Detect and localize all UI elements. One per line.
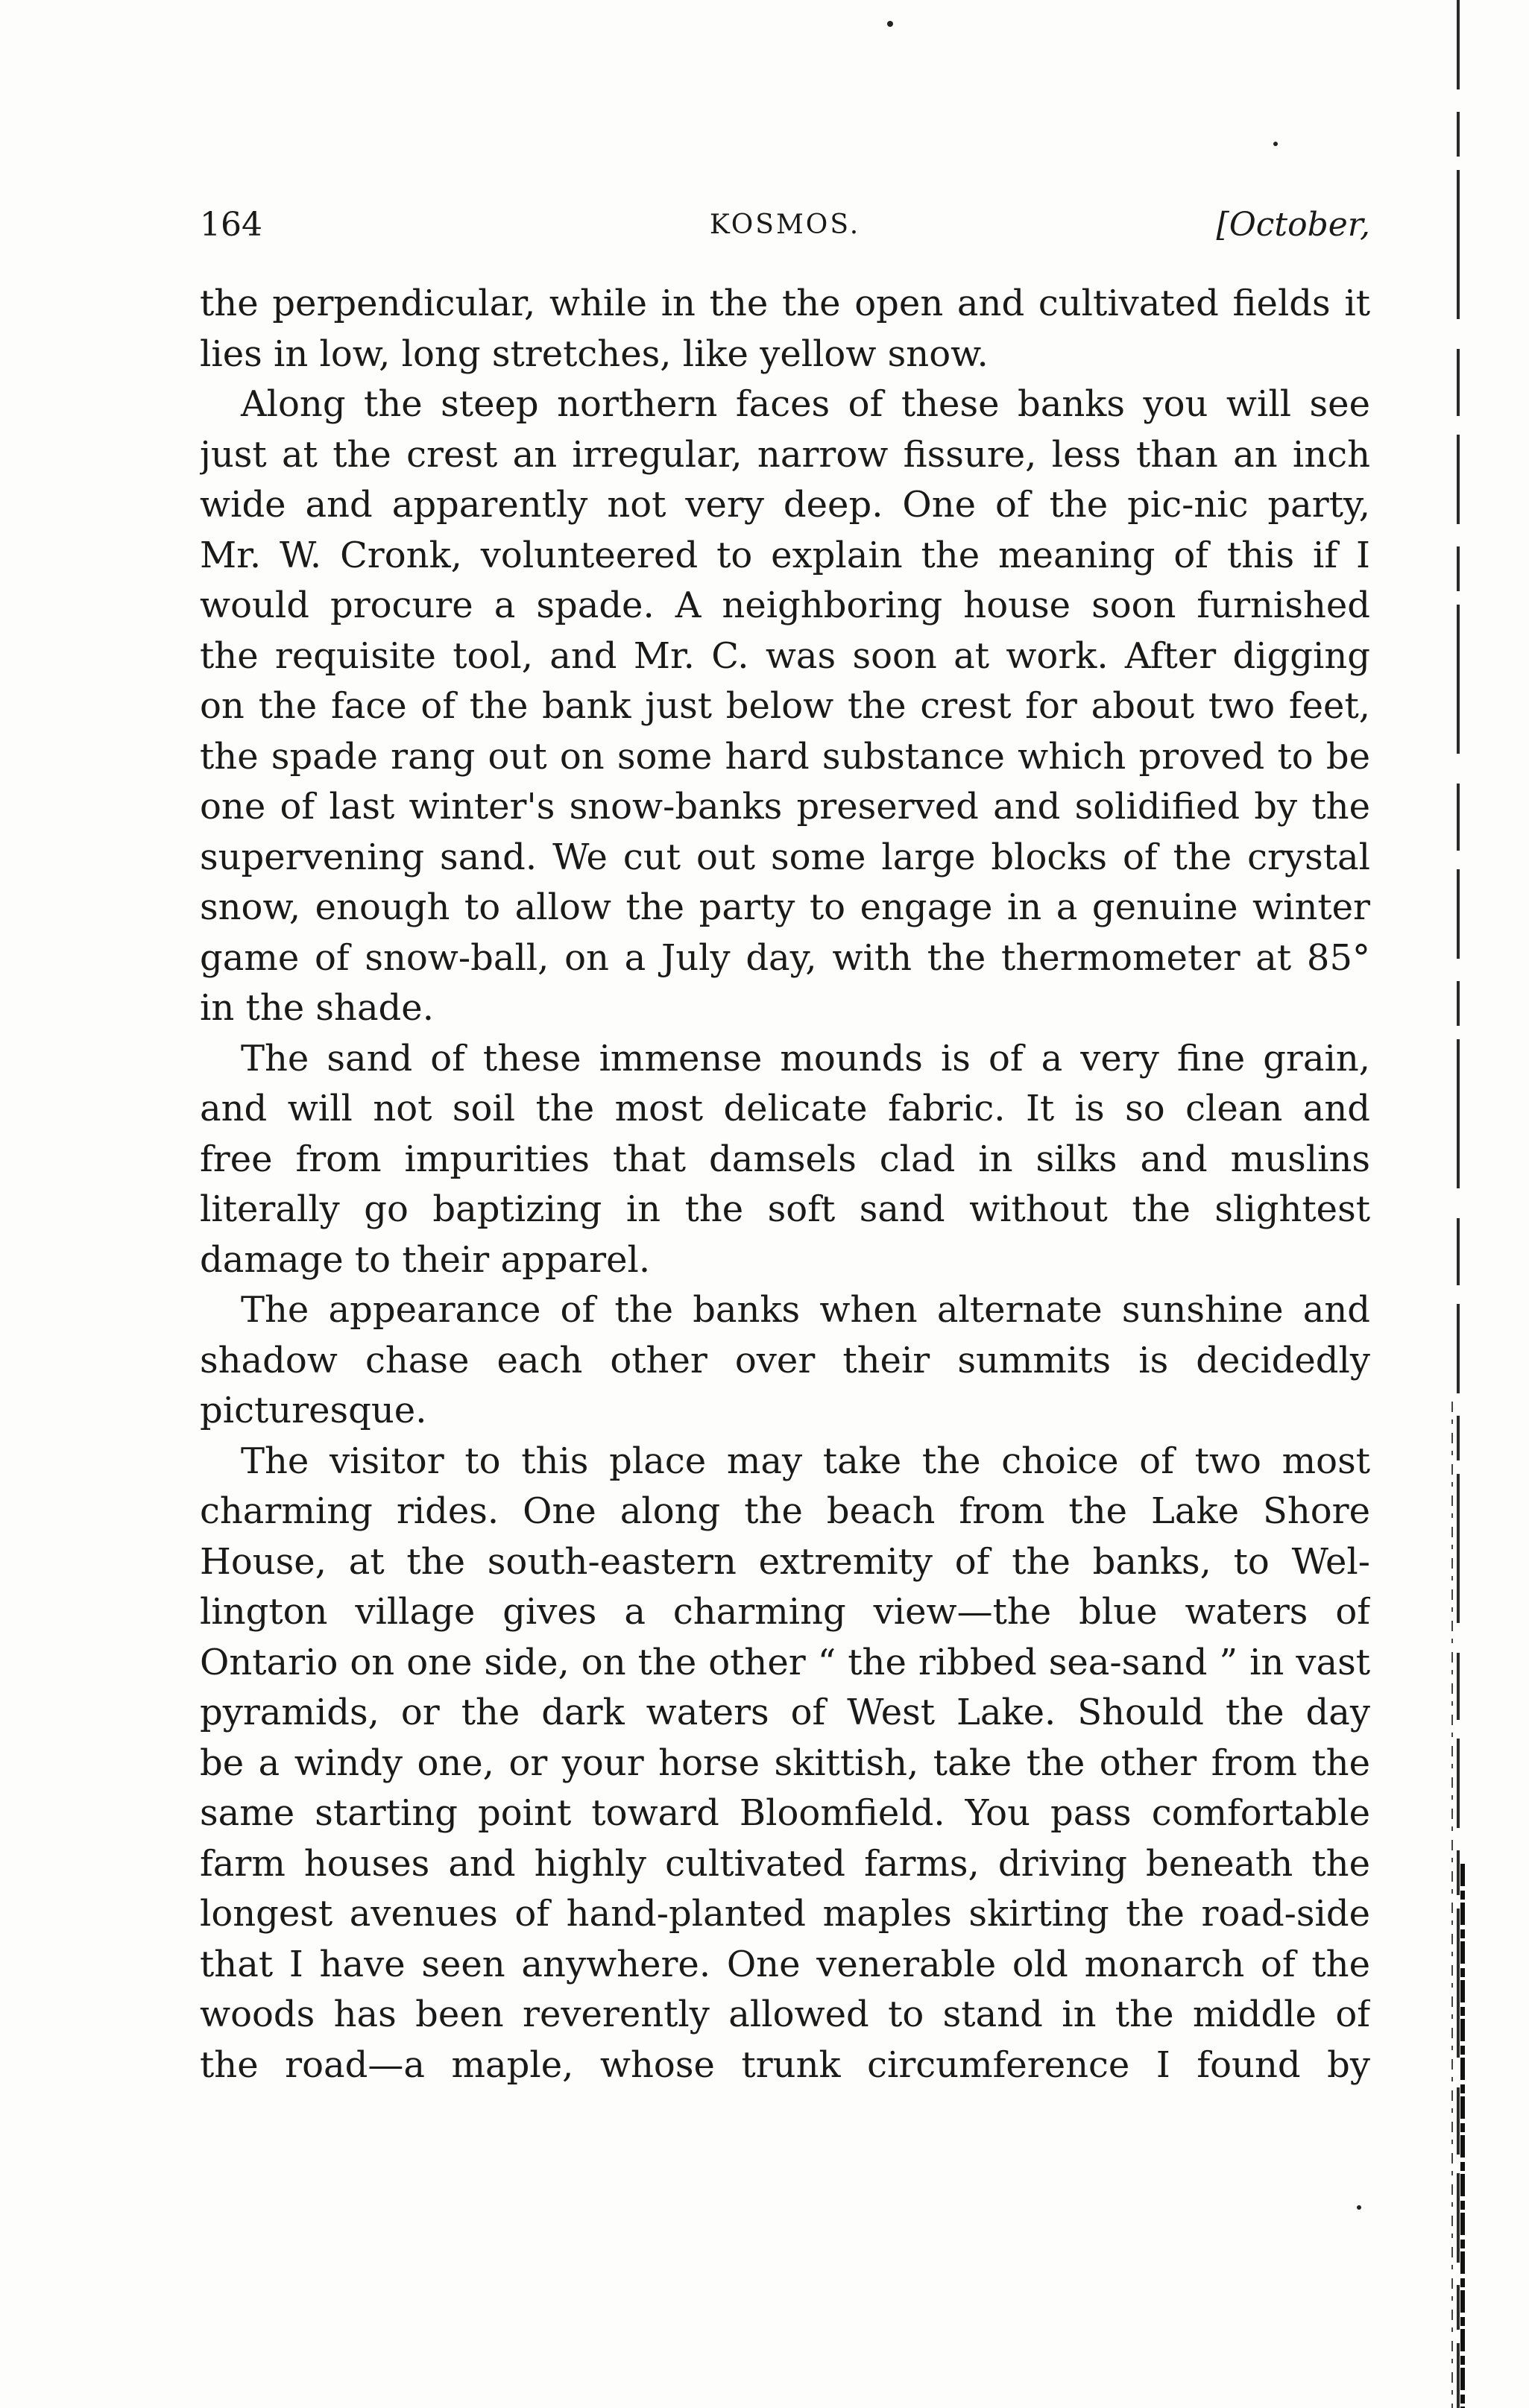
text-line: damage to their apparel.	[200, 1238, 651, 1281]
text-line: wide and apparently not very deep. One of the pic-nic party,	[200, 484, 1370, 526]
text-line: Mr. W. Cronk, volunteered to explain the meaning of this if I	[200, 534, 1370, 576]
text-line: longest avenues of hand-planted maples skirting the road-side	[200, 1893, 1370, 1935]
text-line: lies in low, long stretches, like yellow snow.	[200, 332, 989, 375]
text-line: the perpendicular, while in the the open and cultivated fields it	[200, 283, 1370, 324]
text-line: The appearance of the banks when alternate sunshine and	[241, 1289, 1370, 1331]
text-line: would procure a spade. A neighboring house soon furnished	[200, 584, 1370, 626]
scan-speck	[1273, 142, 1278, 146]
header-month: [October,	[1216, 206, 1370, 244]
text-line: the requisite tool, and Mr. C. was soon at work. After digging	[200, 634, 1370, 677]
text-line: lington village gives a charming view—the blue waters of	[200, 1591, 1370, 1633]
text-line: just at the crest an irregular, narrow fissure, less than an inch	[200, 433, 1370, 476]
text-line: Along the steep northern faces of these banks you will see	[241, 383, 1370, 425]
text-line: pyramids, or the dark waters of West Lake. Should the day	[200, 1692, 1370, 1733]
text-line: game of snow-ball, on a July day, with the thermometer at 85°	[200, 936, 1370, 979]
text-line: on the face of the bank just below the crest for about two feet,	[200, 685, 1370, 727]
text-line: literally go baptizing in the soft sand without the slightest	[200, 1188, 1370, 1230]
text-line: the spade rang out on some hard substance which proved to be	[200, 735, 1370, 778]
text-line: farm houses and highly cultivated farms, driving beneath the	[200, 1842, 1370, 1885]
page-header	[200, 195, 1370, 255]
text-line: shadow chase each other over their summits is decidedly	[200, 1339, 1370, 1381]
body-text	[200, 279, 1370, 2090]
text-line: picturesque.	[200, 1390, 427, 1431]
text-line: snow, enough to allow the party to engage in a genuine winter	[200, 886, 1370, 928]
text-line: and will not soil the most delicate fabric. It is so clean and	[200, 1088, 1370, 1129]
page-number: 164	[200, 206, 262, 244]
running-title: KOSMOS.	[709, 209, 861, 240]
text-line: The visitor to this place may take the choice of two most	[241, 1440, 1370, 1482]
text-line: Ontario on one side, on the other “ the ribbed sea-sand ” in vast	[200, 1641, 1370, 1683]
scan-speck	[1357, 2205, 1361, 2210]
scan-speck	[887, 21, 893, 27]
scan-binding-edge	[1449, 0, 1494, 2408]
text-line: the road—a maple, whose trunk circumference I found by	[200, 2043, 1370, 2086]
text-line: be a windy one, or your horse skittish, take the other from the	[200, 1742, 1370, 1784]
text-line: supervening sand. We cut out some large blocks of the crystal	[200, 836, 1370, 878]
text-line: House, at the south-eastern extremity of the banks, to Wel-	[200, 1540, 1370, 1583]
text-line: charming rides. One along the beach from the Lake Shore	[200, 1490, 1370, 1532]
text-line: in the shade.	[200, 987, 434, 1029]
text-line: one of last winter's snow-banks preserved and solidified by the	[200, 786, 1370, 828]
text-line: same starting point toward Bloomfield. You pass comfortable	[200, 1792, 1370, 1834]
text-line: woods has been reverently allowed to stand in the middle of	[200, 1993, 1370, 2035]
text-line: that I have seen anywhere. One venerable old monarch of the	[200, 1943, 1370, 1985]
text-line: The sand of these immense mounds is of a very fine grain,	[241, 1037, 1370, 1079]
text-line: free from impurities that damsels clad in silks and muslins	[200, 1138, 1370, 1180]
